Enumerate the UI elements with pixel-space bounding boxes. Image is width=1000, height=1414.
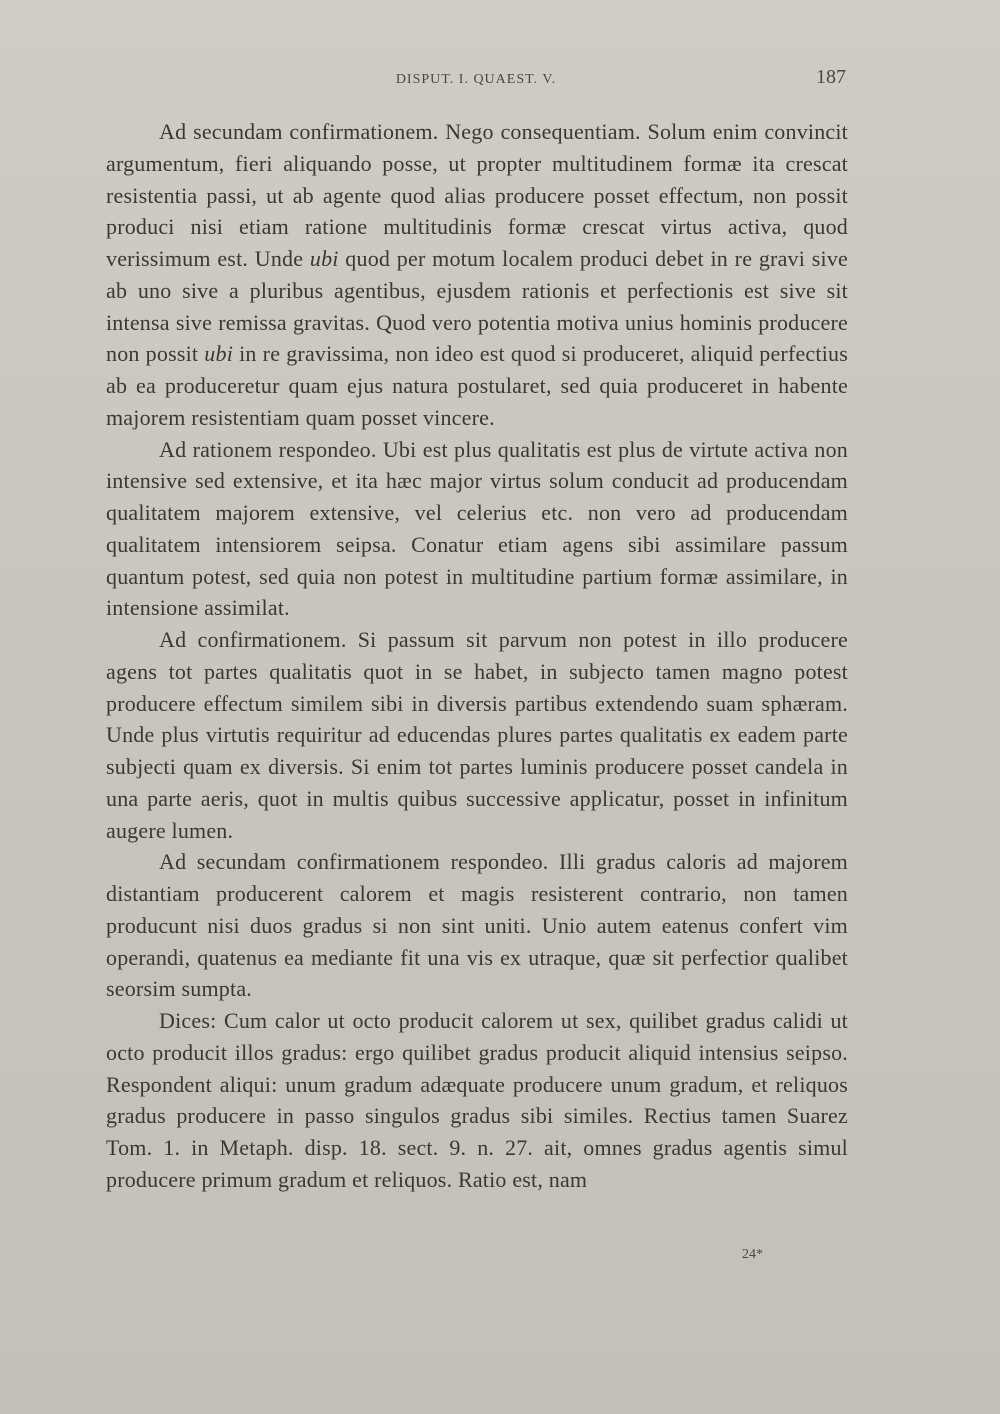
running-head: DISPUT. I. QUAEST. V.: [395, 72, 557, 87]
paragraph-text: Ad secundam confirmationem. Nego consequentiam. Solum enim convincit argumentum, fieri aliquando posse, ut propter multitudinem formæ ita crescat resistentia passi, ut ab agente quod alias producere posset effectum, non possit produci nisi etiam ratione multitudinis formæ crescat virtus activa, quod verissimum est. Unde: [106, 119, 848, 271]
body-text: [106, 116, 848, 1196]
paragraph-text: in re gravissima, non ideo est quod si produceret, aliquid perfectius ab ea produceretur quam ejus natura postularet, sed quia produceret in habente majorem resistentiam quam posset vincere.: [106, 341, 848, 430]
paragraph-text: quod per motum localem produci debet in re gravi sive ab uno sive a pluribus agentibus, ejusdem rationis et perfectionis est sive sit intensa sive remissa gravitas. Quod vero potentia motiva unius hominis producere non possit: [106, 246, 848, 367]
paragraph-dices: Dices: Cum calor ut octo producit calorem ut sex, quilibet gradus calidi ut octo producit illos gradus: ergo quilibet gradus producit aliquid intensius seipso. Respondent aliqui: unum gradum adæquate producere unum gradum, et reliquos gradus producere in passo singulos gradus sibi similes. Rectius tamen Suarez Tom. 1. in Metaph. disp. 18. sect. 9. n. 27. ait, omnes gradus agentis simul producere primum gradum et reliquos. Ratio est, nam: [106, 1008, 848, 1192]
page-number: 187: [816, 66, 846, 88]
paragraph-secundam-confirmationem: [106, 116, 848, 434]
paragraph-ad-rationem: Ad rationem respondeo. Ubi est plus qualitatis est plus de virtute activa non intensive sed extensive, et ita hæc major virtus solum conducit ad producendam qualitatem majorem extensive, vel celerius etc. non vero ad producendam qualitatem intensiorem seipsa. Conatur etiam agens sibi assimilare passum quantum potest, sed quia non potest in multitudine partium formæ assimilare, in intensione assimilat.: [106, 436, 848, 621]
italic-term: ubi: [204, 341, 234, 367]
italic-term: ubi: [309, 246, 339, 271]
page-header: [106, 66, 846, 96]
paragraph-ad-confirmationem: Ad confirmationem. Si passum sit parvum non potest in illo producere agens tot partes qualitatis quot in se habet, in subjecto tamen magno potest producere effectum similem sibi in diversis partibus extendendo suam sphæram. Unde plus virtutis requiritur ad educendas plures partes qualitatis ex eadem parte subjecti quam ex diversis. Si enim tot partes luminis producere posset candela in una parte aeris, quot in multis quibus successive applicatur, posset in infinitum augere lumen.: [106, 627, 848, 843]
paragraph-secundam-confirmationem-respondeo: Ad secundam confirmationem respondeo. Illi gradus caloris ad majorem distantiam producerent calorem et magis resisterent contrario, non tamen producunt nisi duos gradus si non sint uniti. Unio autem eatenus confert vim operandi, quatenus ea mediante fit una vis ex utraque, quæ sit perfectior qualibet seorsim sumpta.: [106, 849, 848, 1002]
signature-mark: 24*: [742, 1247, 763, 1262]
